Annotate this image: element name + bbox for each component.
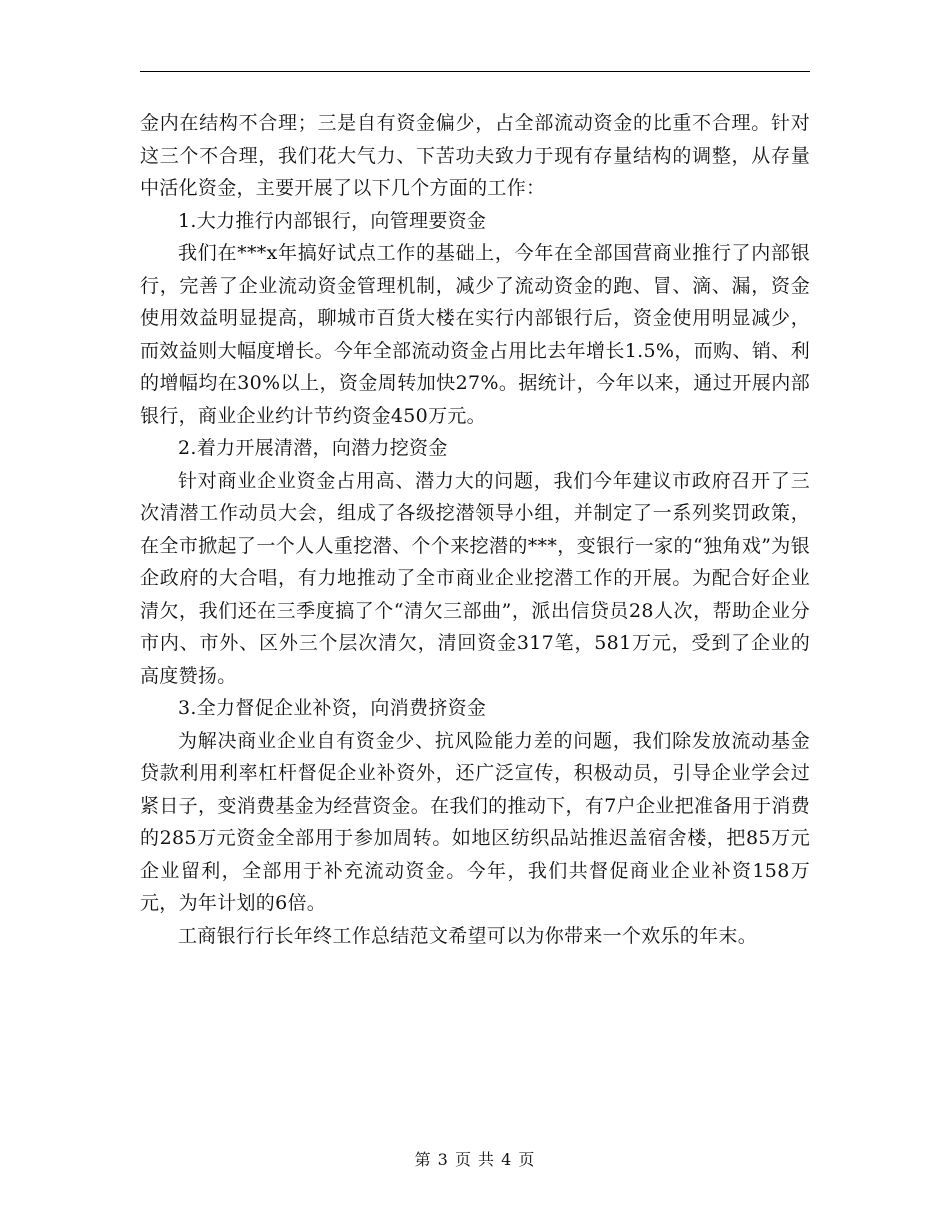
- closing-paragraph: 工商银行行长年终工作总结范文希望可以为你带来一个欢乐的年末。: [178, 924, 758, 947]
- section-heading-3: 3.全力督促企业补资，向消费挤资金: [178, 697, 487, 719]
- document-body: [140, 107, 810, 952]
- paragraph: 我们在***x年搞好试点工作的基础上，今年在全部国营商业推行了内部银行，完善了企业流动资金管理机制，减少了流动资金的跑、冒、滴、漏，资金使用效益明显提高，聊城市百货大楼在实行内部银行后，资金使用明显减少，而效益则大幅度增长。今年全部流动资金占用比去年增长1.5%，而购、销、利的增幅均在30%以上，资金周转加快27%。据统计，今年以来，通过开展内部银行，商业企业约计节约资金450万元。: [140, 242, 810, 427]
- paragraph: 为解决商业企业自有资金少、抗风险能力差的问题，我们除发放流动基金贷款利用利率杠杆督促企业补资外，还广泛宣传，积极动员，引导企业学会过紧日子，变消费基金为经营资金。在我们的推动下，有7户企业把准备用于消费的285万元资金全部用于参加周转。如地区纺织品站推迟盖宿舍楼，把85万元企业留利，全部用于补充流动资金。今年，我们共督促商业企业补资158万元，为年计划的6倍。: [140, 729, 810, 914]
- page-footer: [0, 1147, 950, 1170]
- header-rule: [140, 71, 810, 72]
- section-heading-1: 1.大力推行内部银行，向管理要资金: [178, 209, 487, 232]
- paragraph-continued: 金内在结构不合理；三是自有资金偏少，占全部流动资金的比重不合理。针对这三个不合理，我们花大气力、下苦功夫致力于现有存量结构的调整，从存量中活化资金，主要开展了以下几个方面的工作：: [140, 112, 810, 199]
- section-heading-2: 2.着力开展清潜，向潜力挖资金: [178, 437, 448, 459]
- page-number: 第 3 页 共 4 页: [414, 1150, 536, 1169]
- paragraph: 针对商业企业资金占用高、潜力大的问题，我们今年建议市政府召开了三次清潜工作动员大会，组成了各级挖潜领导小组，并制定了一系列奖罚政策，在全市掀起了一个人人重挖潜、个个来挖潜的***，变银行一家的“独角戏”为银企政府的大合唱，有力地推动了全市商业企业挖潜工作的开展。为配合好企业清欠，我们还在三季度搞了个“清欠三部曲”，派出信贷员28人次，帮助企业分市内、市外、区外三个层次清欠，清回资金317笔，581万元，受到了企业的高度赞扬。: [140, 469, 810, 687]
